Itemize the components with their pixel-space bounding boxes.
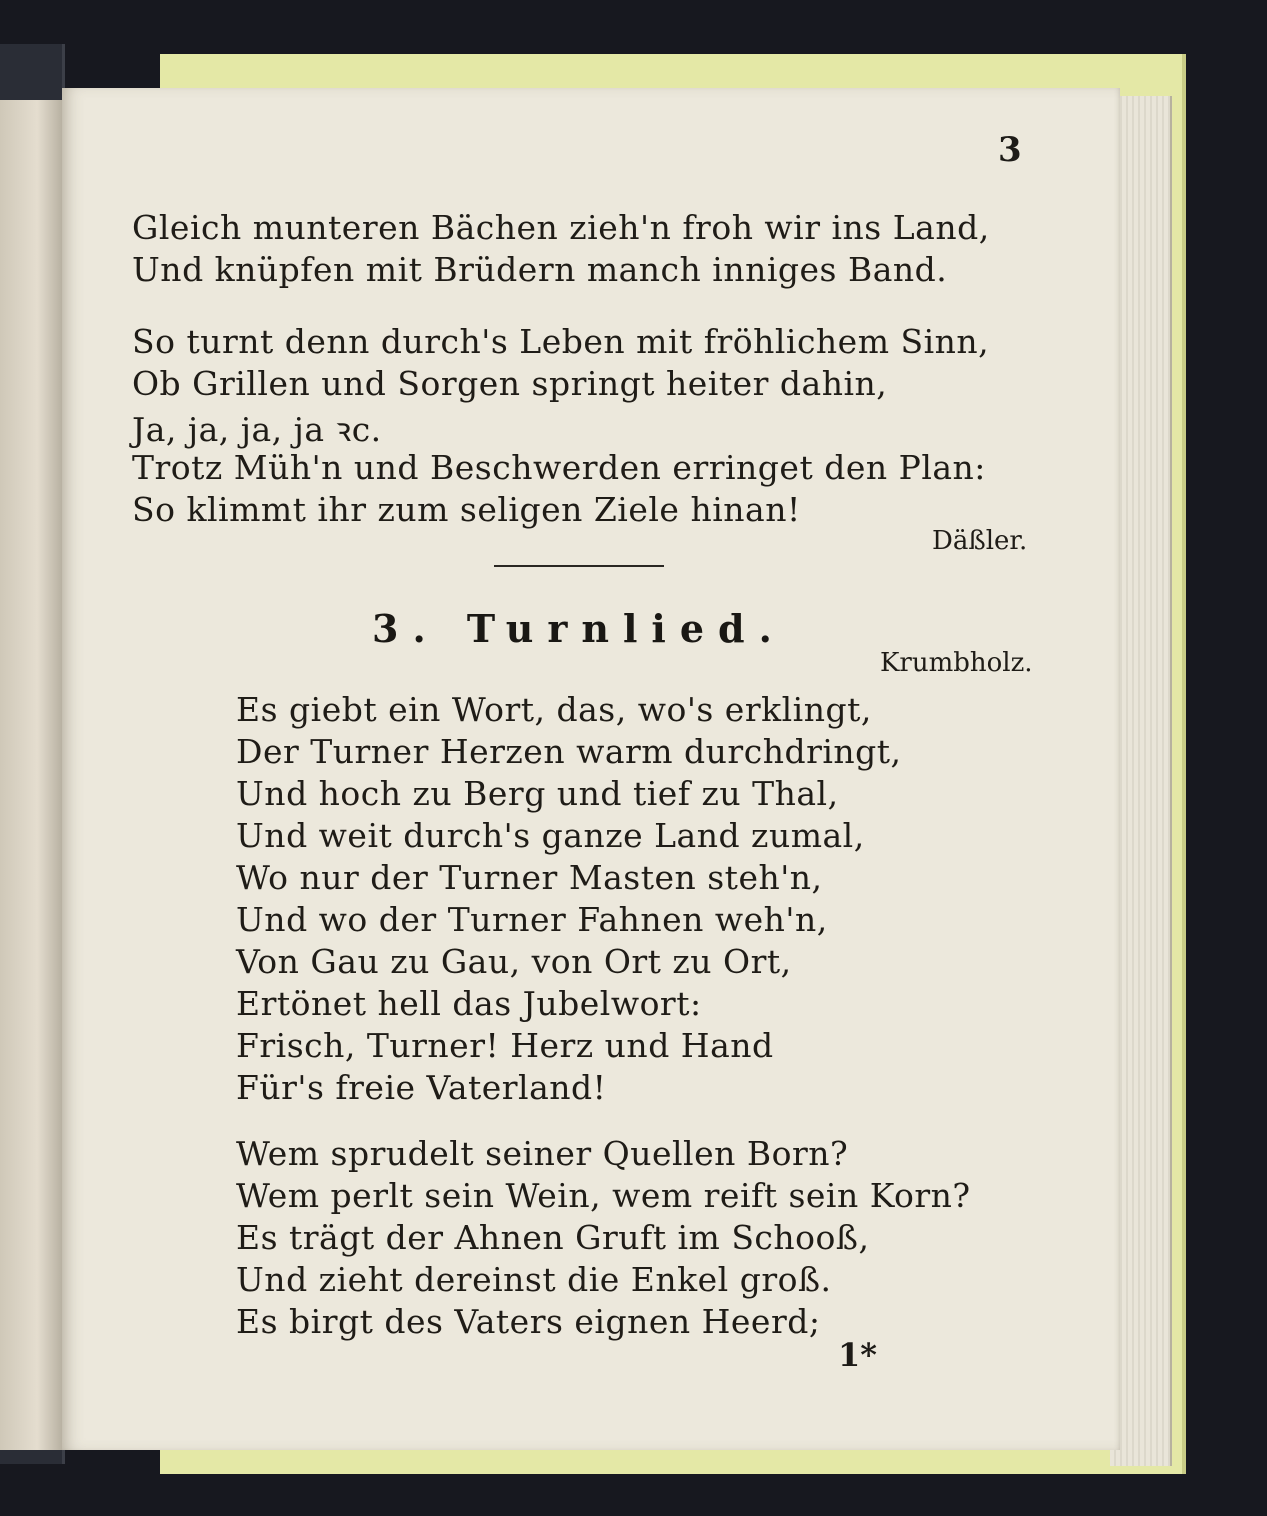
author-attribution: Däßler. <box>932 526 1028 556</box>
verse-line: So turnt denn durch's Leben mit fröhlichem Sinn, <box>132 322 990 361</box>
verse-line: So klimmt ihr zum seligen Ziele hinan! <box>132 490 801 529</box>
verse-line: Ob Grillen und Sorgen springt heiter dahin, <box>132 364 888 403</box>
verse-line: Wo nur der Turner Masten steh'n, <box>236 858 823 897</box>
verse-line: Und wo der Turner Fahnen weh'n, <box>236 900 828 939</box>
verse-line: Trotz Müh'n und Beschwerden erringet den Plan: <box>132 448 986 487</box>
verse-line: Und knüpfen mit Brüdern manch inniges Band. <box>132 250 948 289</box>
verse-line: Wem perlt sein Wein, wem reift sein Korn? <box>236 1176 971 1215</box>
verse-line: Frisch, Turner! Herz und Hand <box>236 1026 774 1065</box>
verse-line: Und weit durch's ganze Land zumal, <box>236 816 865 855</box>
verse-line: Der Turner Herzen warm durchdringt, <box>236 732 902 771</box>
printer-signature-mark: 1* <box>838 1336 877 1374</box>
composer-attribution: Krumbholz. <box>880 648 1033 678</box>
verse-line: Wem sprudelt seiner Quellen Born? <box>236 1134 849 1173</box>
verse-line: Ja, ja, ja, ja ꝛc. <box>132 410 382 449</box>
song-title: 3. Turnlied. <box>372 606 786 651</box>
verse-line: Ertönet hell das Jubelwort: <box>236 984 702 1023</box>
verse-line: Gleich munteren Bächen zieh'n froh wir ins Land, <box>132 208 990 247</box>
verse-line: Und hoch zu Berg und tief zu Thal, <box>236 774 839 813</box>
verse-line: Und zieht dereinst die Enkel groß. <box>236 1260 832 1299</box>
verse-line: Es giebt ein Wort, das, wo's erklingt, <box>236 690 872 729</box>
verse-line: Es birgt des Vaters eignen Heerd; <box>236 1302 821 1341</box>
section-divider <box>494 565 664 567</box>
verse-line: Es trägt der Ahnen Gruft im Schooß, <box>236 1218 870 1257</box>
verse-line: Von Gau zu Gau, von Ort zu Ort, <box>236 942 792 981</box>
verse-line: Für's freie Vaterland! <box>236 1068 607 1107</box>
page-number: 3 <box>998 130 1022 170</box>
left-page-edge <box>0 100 62 1450</box>
